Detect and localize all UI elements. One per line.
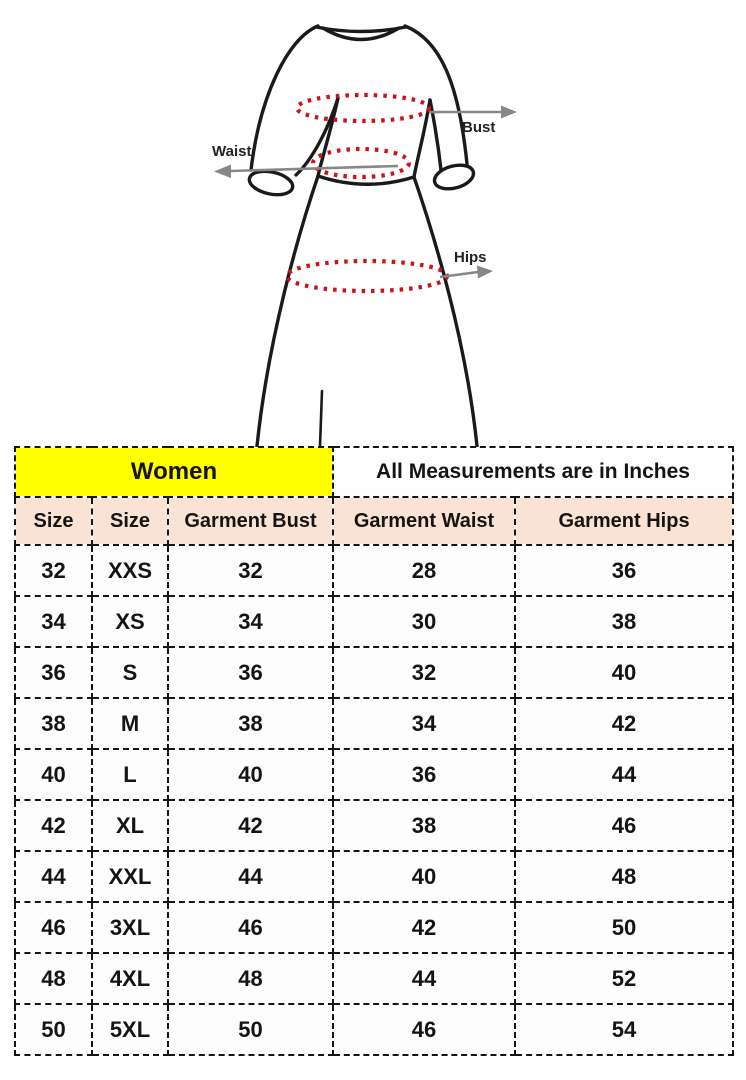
cell: 36 [333, 749, 515, 800]
cell: 38 [15, 698, 92, 749]
cell: 38 [168, 698, 333, 749]
cell: 32 [15, 545, 92, 596]
cell: 42 [333, 902, 515, 953]
col-header-size-letter: Size [92, 497, 168, 545]
cell: 32 [333, 647, 515, 698]
cell: XS [92, 596, 168, 647]
table-row [15, 596, 733, 647]
cell: XXL [92, 851, 168, 902]
table-row [15, 800, 733, 851]
dress-outline-drawing [0, 0, 746, 447]
cell: 5XL [92, 1004, 168, 1055]
cell: 44 [333, 953, 515, 1004]
cell: 30 [333, 596, 515, 647]
table-row [15, 545, 733, 596]
hips-arrow-head [477, 266, 493, 279]
cell: 34 [333, 698, 515, 749]
units-header-cell: All Measurements are in Inches [333, 447, 733, 497]
cell: 32 [168, 545, 333, 596]
cell: 44 [168, 851, 333, 902]
women-header-cell: Women [15, 447, 333, 497]
col-header-size-number: Size [15, 497, 92, 545]
dress-measurement-diagram [0, 0, 746, 447]
cell: 28 [333, 545, 515, 596]
cell: 46 [515, 800, 733, 851]
hips-label: Hips [454, 249, 487, 266]
cell: 48 [515, 851, 733, 902]
size-chart-table [14, 446, 734, 1056]
cell: L [92, 749, 168, 800]
cell: 38 [515, 596, 733, 647]
cell: 50 [515, 902, 733, 953]
bust-arrow-head [501, 106, 517, 119]
cell: M [92, 698, 168, 749]
cell: 36 [168, 647, 333, 698]
cell: 50 [168, 1004, 333, 1055]
cell: 36 [15, 647, 92, 698]
bust-measure-ellipse [297, 95, 429, 121]
cell: 4XL [92, 953, 168, 1004]
waist-arrow-head [214, 165, 231, 179]
cell: 48 [15, 953, 92, 1004]
col-header-garment-hips: Garment Hips [515, 497, 733, 545]
cell: S [92, 647, 168, 698]
col-header-garment-waist: Garment Waist [333, 497, 515, 545]
table-row [15, 647, 733, 698]
table-group-header-row [15, 447, 733, 497]
table-row [15, 902, 733, 953]
cell: 38 [333, 800, 515, 851]
cell: 52 [515, 953, 733, 1004]
cell: 34 [15, 596, 92, 647]
waist-label: Waist [212, 143, 252, 160]
cell: XL [92, 800, 168, 851]
cell: 40 [333, 851, 515, 902]
table-row [15, 1004, 733, 1055]
cell: 44 [515, 749, 733, 800]
hips-measure-ellipse [287, 261, 447, 291]
dress-outline [247, 26, 477, 446]
table-row [15, 698, 733, 749]
hips-arrow-line [440, 272, 478, 277]
cell: 3XL [92, 902, 168, 953]
cell: 40 [15, 749, 92, 800]
waist-measure-ellipse [313, 149, 409, 177]
cell: 50 [15, 1004, 92, 1055]
waist-arrow-line [230, 166, 398, 171]
table-row [15, 749, 733, 800]
cell: 46 [333, 1004, 515, 1055]
table-column-header-row [15, 497, 733, 545]
cell: 48 [168, 953, 333, 1004]
cell: 34 [168, 596, 333, 647]
table-row [15, 953, 733, 1004]
cell: 42 [515, 698, 733, 749]
cell: XXS [92, 545, 168, 596]
cell: 36 [515, 545, 733, 596]
cell: 40 [515, 647, 733, 698]
cell: 44 [15, 851, 92, 902]
bust-label: Bust [462, 119, 496, 136]
cell: 42 [168, 800, 333, 851]
col-header-garment-bust: Garment Bust [168, 497, 333, 545]
cell: 54 [515, 1004, 733, 1055]
table-row [15, 851, 733, 902]
cell: 46 [168, 902, 333, 953]
cell: 42 [15, 800, 92, 851]
cell: 40 [168, 749, 333, 800]
cell: 46 [15, 902, 92, 953]
